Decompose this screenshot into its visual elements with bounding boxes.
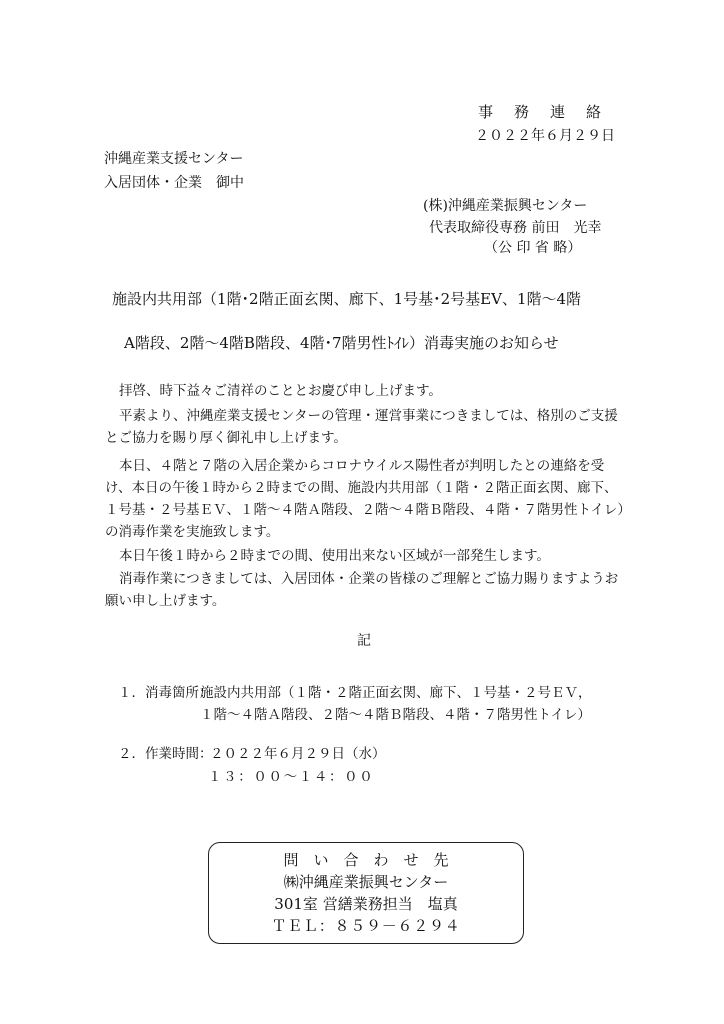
contact-heading: 問 い 合 わ せ 先: [283, 851, 449, 869]
contact-box: [208, 842, 524, 944]
contact-tel: ＴＥＬ：８５９－６２９４: [271, 917, 461, 935]
item-2-label: ２．作業時間：: [118, 746, 213, 762]
sender-company: (株)沖縄産業振興センター: [423, 198, 588, 214]
notice-title-line-2: A階段、2階～4階B階段、4階･7階男性ﾄｲﾚ）消毒実施のお知らせ: [124, 334, 559, 352]
body-paragraph-4: 本日午後１時から２時までの間、使用出来ない区域が一部発生します。: [119, 548, 550, 564]
body-paragraph-5: 消毒作業につきましては、入居団体・企業の皆様のご理解とご協力賜りますようお願い申し上げます。: [105, 571, 619, 609]
item-1-label: １．消毒箇所：: [118, 685, 213, 701]
document-date: ２０２２年６月２９日: [475, 128, 615, 144]
seal-note: （公 印 省 略）: [484, 240, 582, 256]
body-paragraph-1: 拝啓、時下益々ご清祥のこととお慶び申し上げます。: [119, 383, 442, 399]
item-1-line-1: 施設内共用部（１階・２階正面玄関、廊下、１号基・２号ＥＶ，: [200, 685, 592, 701]
item-1-line-2: １階～４階Ａ階段、２階～４階Ｂ階段、４階・７階男性トイレ）: [200, 707, 591, 723]
recipient-line-1: 沖縄産業支援センター: [104, 151, 244, 167]
item-2-line-2: １３：００～１４：００: [208, 769, 375, 785]
contact-department: 301室 営繕業務担当 塩真: [274, 895, 458, 913]
body-paragraph-3: 本日、４階と７階の入居企業からコロナウイルス陽性者が判明したとの連絡を受け、本日の午後１時から２時までの間、施設内共用部（１階・２階正面玄関、廊下、１号基・２号基ＥＶ、１階～４階Ａ階段、２階～４階Ｂ階段、４階・７階男性トイレ）の消毒作業を実施致します。: [105, 458, 625, 540]
recipient-line-2: 入居団体・企業 御中: [104, 175, 244, 191]
sender-representative: 代表取締役専務 前田 光幸: [429, 220, 602, 236]
body-paragraph-2: 平素より、沖縄産業支援センターの管理・運営事業につきましては、格別のご支援とご協力を賜り厚く御礼申し上げます。: [105, 408, 618, 446]
contact-company: ㈱沖縄産業振興センター: [283, 873, 449, 891]
document-type: 事 務 連 絡: [478, 103, 605, 121]
ki-heading: 記: [357, 633, 371, 649]
item-2-line-1: ２０２２年６月２９日（水）: [210, 746, 386, 762]
notice-title-line-1: 施設内共用部（1階･2階正面玄関、廊下、1号基･2号基EV、1階～4階: [112, 290, 582, 308]
